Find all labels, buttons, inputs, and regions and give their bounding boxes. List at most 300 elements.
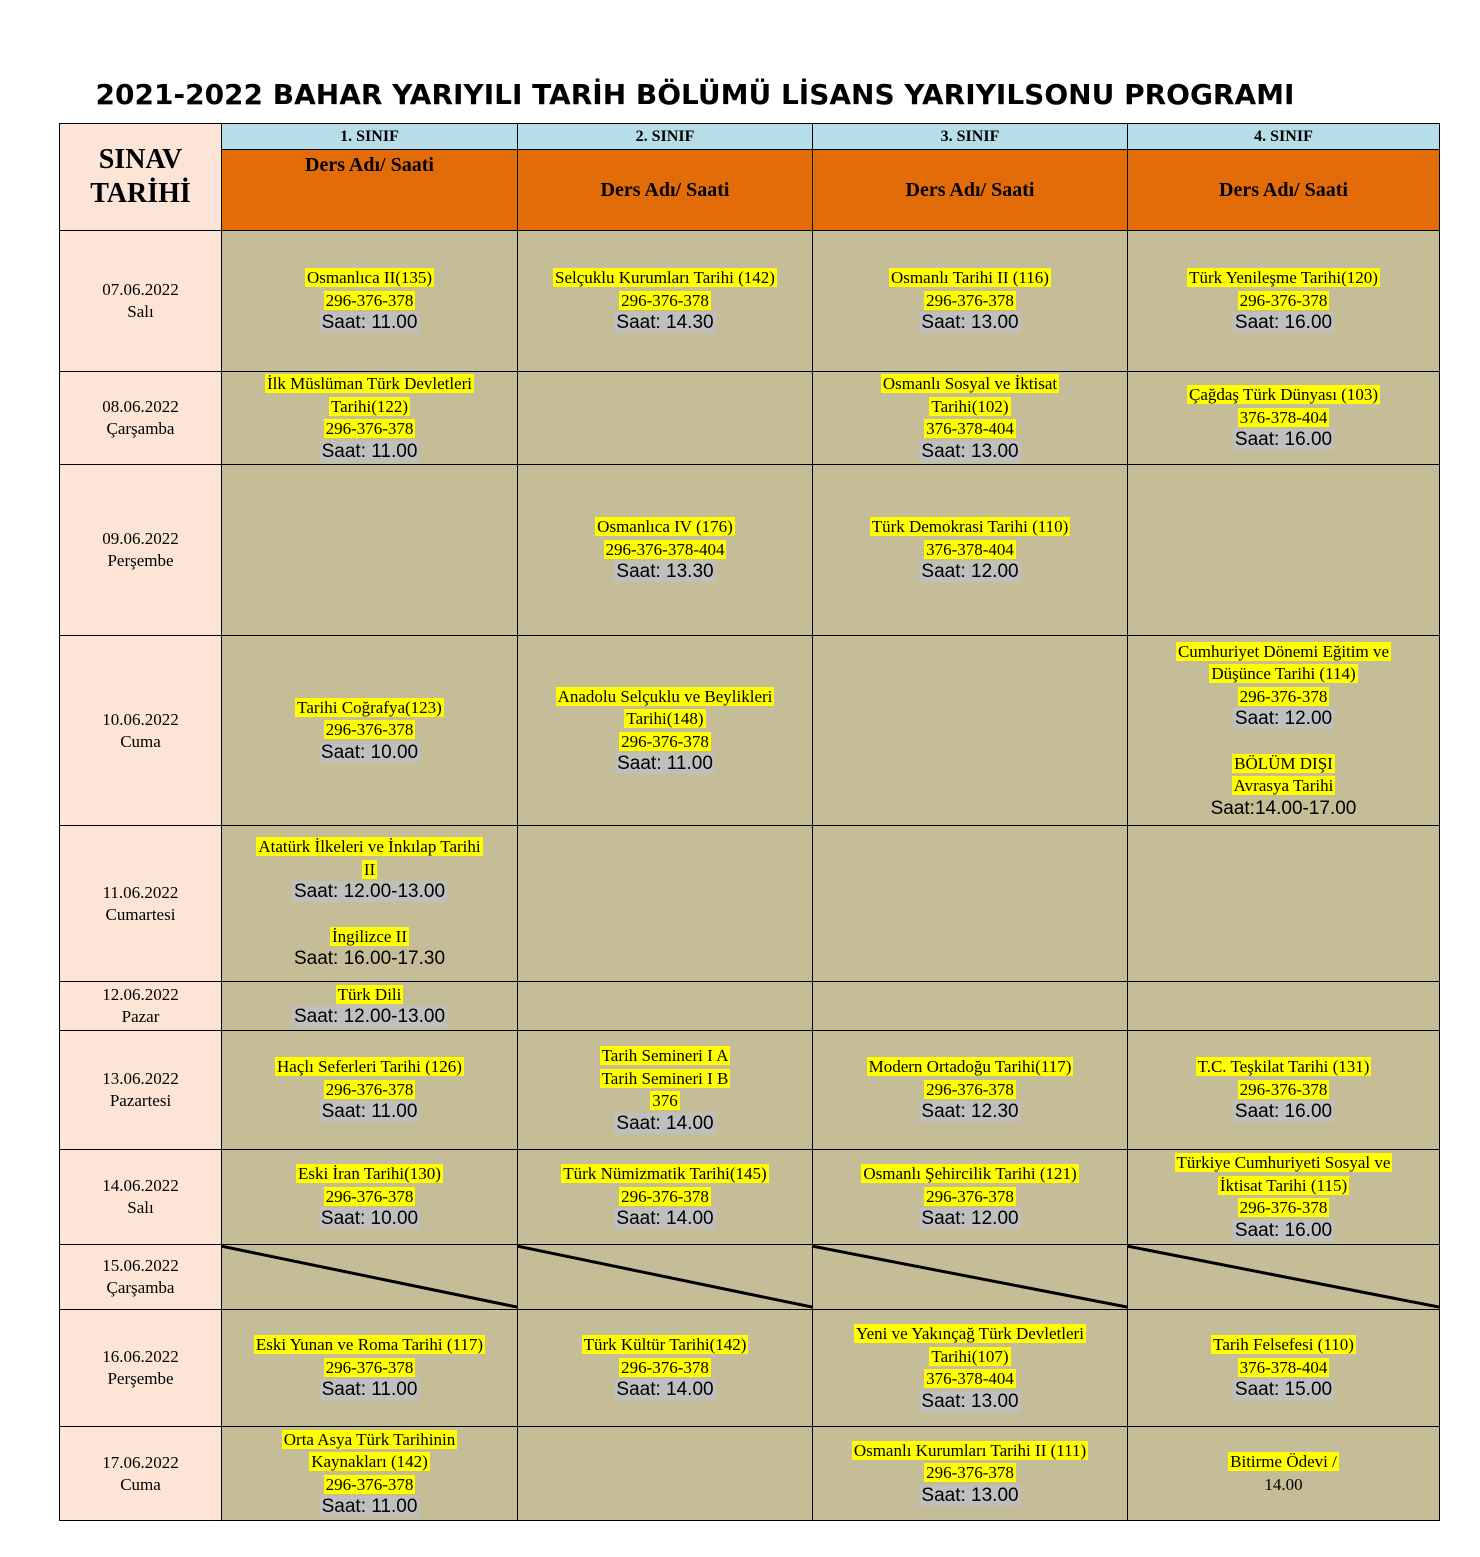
- exam-rooms: 296-376-378: [621, 1186, 709, 1206]
- strike-line-icon: [1128, 1245, 1439, 1309]
- exam-date: 07.06.2022: [102, 280, 179, 299]
- course-name: Osmanlı Şehircilik Tarihi (121): [863, 1164, 1077, 1184]
- exam-rooms-line: [813, 1186, 1127, 1209]
- course-name-cont-line: [1128, 1175, 1439, 1198]
- course-name-cont-line: [813, 1346, 1127, 1369]
- course-name: Selçuklu Kurumları Tarihi (142): [555, 268, 775, 288]
- exam-rooms: 296-376-378: [325, 1357, 414, 1377]
- exam-time-line: [1128, 1101, 1439, 1124]
- no-exam-cell: [518, 1245, 813, 1310]
- exam-rooms: 296-376-378: [926, 1079, 1014, 1099]
- course-name-line: [518, 1045, 812, 1068]
- course-name-cont-line: [222, 396, 517, 419]
- exam-rooms: 376: [652, 1091, 678, 1110]
- exam-rooms-line: [518, 731, 812, 754]
- exam-date: 12.06.2022: [102, 985, 179, 1004]
- course-cell: [222, 231, 518, 372]
- exam-rooms-line: [518, 539, 812, 562]
- course-cell: [518, 826, 813, 982]
- course-cell: [222, 982, 518, 1031]
- course-name: Osmanlı Sosyal ve İktisat: [882, 374, 1058, 393]
- course-name-line: [1128, 1334, 1439, 1357]
- extra-course-name: İngilizce II: [331, 926, 408, 946]
- exam-date: 15.06.2022: [102, 1256, 179, 1275]
- course-cell: [518, 1031, 813, 1150]
- course-name: Türkiye Cumhuriyeti Sosyal ve: [1176, 1153, 1391, 1172]
- exam-rooms-line: [813, 418, 1127, 441]
- exam-time-line: [518, 1113, 812, 1136]
- grade-header-1: 1. SINIF: [222, 124, 518, 150]
- course-name-line: [222, 984, 517, 1007]
- exam-rooms-line: [813, 1079, 1127, 1102]
- course-name: İlk Müslüman Türk Devletleri: [266, 374, 473, 393]
- course-name: Eski İran Tarihi(130): [298, 1164, 441, 1184]
- course-name-line: [222, 267, 517, 290]
- course-name-line: [1128, 384, 1439, 407]
- course-cell: [813, 231, 1128, 372]
- exam-rooms-line: [222, 418, 517, 441]
- exam-day: Cuma: [120, 731, 161, 751]
- exam-time-line: [518, 561, 812, 584]
- course-name: Orta Asya Türk Tarihinin: [283, 1429, 456, 1449]
- table-row: [60, 1150, 1440, 1245]
- table-row: [60, 465, 1440, 636]
- extra-exam-time: Saat: 16.00-17.30: [293, 948, 446, 970]
- course-cell: [518, 1150, 813, 1245]
- date-cell: [60, 636, 222, 826]
- exam-time: Saat: 13.00: [921, 1390, 1019, 1412]
- grade-header-3: 3. SINIF: [813, 124, 1128, 150]
- exam-rooms: 296-376-378: [621, 290, 709, 310]
- date-column-label: SINAV TARİHİ: [90, 144, 191, 209]
- exam-time: 14.00: [1264, 1474, 1303, 1494]
- course-name-line: [1128, 1152, 1439, 1175]
- course-name-cont: İktisat Tarihi (115): [1219, 1175, 1348, 1195]
- course-name: Atatürk İlkeleri ve İnkılap Tarihi: [258, 837, 481, 857]
- page-title: 2021-2022 BAHAR YARIYILI TARİH BÖLÜMÜ LİSANS YARIYILSONU PROGRAMI: [95, 78, 1295, 111]
- course-name-line: [813, 373, 1127, 396]
- table-row: [60, 1031, 1440, 1150]
- exam-rooms-line: [222, 1474, 517, 1497]
- course-cell: [813, 1310, 1128, 1427]
- course-cell: [222, 1310, 518, 1427]
- course-cell: [813, 636, 1128, 826]
- exam-date: 14.06.2022: [102, 1176, 179, 1195]
- course-name-cont-line: [518, 1068, 812, 1091]
- exam-rooms: 296-376-378: [926, 1186, 1014, 1206]
- exam-day: Cumartesi: [105, 904, 176, 924]
- course-cell: [222, 1427, 518, 1521]
- exam-day: Salı: [127, 1198, 154, 1217]
- exam-rooms: 296-376-378: [325, 1079, 414, 1099]
- exam-time: Saat: 13.00: [921, 312, 1019, 334]
- exam-rooms: 376-378-404: [926, 539, 1014, 559]
- date-cell: [60, 1031, 222, 1150]
- exam-day: Çarşamba: [106, 1278, 175, 1297]
- course-name: Tarih Felsefesi (110): [1213, 1335, 1354, 1355]
- exam-rooms: 296-376-378: [1239, 686, 1328, 706]
- exam-time-line: [813, 312, 1127, 335]
- course-name-line: [222, 1056, 517, 1079]
- grade-header-2: 2. SINIF: [518, 124, 813, 150]
- course-name-cont-line: [1128, 663, 1439, 686]
- course-cell: [1128, 1150, 1440, 1245]
- exam-time: Saat: 14.00: [616, 1379, 714, 1401]
- exam-time-line: [222, 742, 517, 765]
- course-cell: [813, 1427, 1128, 1521]
- course-cell: [222, 1150, 518, 1245]
- course-cell: [518, 1310, 813, 1427]
- course-name: T.C. Teşkilat Tarihi (131): [1197, 1057, 1370, 1077]
- course-cell: [222, 372, 518, 465]
- course-cell: [222, 1031, 518, 1150]
- exam-time-line: [222, 312, 517, 335]
- sub-header-3: Ders Adı/ Saati: [813, 150, 1128, 231]
- exam-time-line: [222, 1379, 517, 1402]
- course-cell: [1128, 636, 1440, 826]
- exam-time: Saat: 10.00: [320, 741, 419, 763]
- exam-time-line: [813, 561, 1127, 584]
- extra-exam-time: Saat:14.00-17.00: [1210, 797, 1357, 819]
- course-cell: [1128, 826, 1440, 982]
- table-row: [60, 372, 1440, 465]
- exam-rooms: 376-378-404: [926, 419, 1014, 438]
- course-name-line: [813, 1056, 1127, 1079]
- exam-time-line: [222, 441, 517, 464]
- course-name-line: [518, 1334, 812, 1357]
- extra-course-name-cont-line: [1128, 775, 1439, 798]
- exam-day: Pazar: [121, 1007, 160, 1026]
- course-name: Osmanlıca II(135): [306, 268, 433, 288]
- course-name: Bitirme Ödevi /: [1230, 1452, 1337, 1471]
- course-name-line: [222, 1334, 517, 1357]
- exam-rooms: 376-378-404: [1239, 1357, 1328, 1377]
- date-cell: [60, 1150, 222, 1245]
- exam-day: Pazartesi: [109, 1091, 172, 1110]
- date-cell: [60, 982, 222, 1031]
- exam-time-line: [813, 1208, 1127, 1231]
- exam-time-line: [1128, 429, 1439, 452]
- spacer: [1128, 731, 1439, 753]
- exam-time-line: [813, 1391, 1127, 1414]
- exam-date: 17.06.2022: [102, 1452, 179, 1472]
- exam-time-line: [1128, 1220, 1439, 1243]
- date-cell: [60, 372, 222, 465]
- exam-time: Saat: 12.00: [921, 1208, 1019, 1230]
- exam-day: Salı: [127, 302, 154, 321]
- exam-rooms-line: [1128, 1197, 1439, 1220]
- exam-time: Saat: 11.00: [617, 753, 713, 774]
- exam-time-line: [222, 1101, 517, 1124]
- course-name: Haçlı Seferleri Tarihi (126): [277, 1057, 462, 1077]
- exam-time: Saat: 13.00: [921, 1484, 1019, 1506]
- exam-time: Saat: 11.00: [321, 1496, 418, 1517]
- table-row: [60, 1245, 1440, 1310]
- exam-time: Saat: 11.00: [321, 1101, 418, 1123]
- exam-time: Saat: 16.00: [1234, 429, 1333, 451]
- grade-header-4: 4. SINIF: [1128, 124, 1440, 150]
- course-cell: [518, 372, 813, 465]
- exam-rooms: 296-376-378: [621, 731, 709, 751]
- course-name: Çağdaş Türk Dünyası (103): [1188, 385, 1379, 405]
- exam-rooms-line: [1128, 290, 1439, 313]
- exam-time: Saat: 14.00: [616, 1112, 714, 1134]
- exam-time: Saat: 12.30: [921, 1101, 1019, 1123]
- course-cell: [813, 826, 1128, 982]
- exam-rooms-line: [1128, 1357, 1439, 1380]
- no-exam-cell: [1128, 1245, 1440, 1310]
- course-name-line: [813, 1440, 1127, 1463]
- course-cell: [813, 1031, 1128, 1150]
- exam-rooms: 296-376-378: [621, 1357, 709, 1377]
- exam-rooms-line: [222, 1186, 517, 1209]
- table-row: [60, 1310, 1440, 1427]
- table-row: [60, 231, 1440, 372]
- course-name: Türk Kültür Tarihi(142): [583, 1335, 747, 1355]
- exam-date: 13.06.2022: [102, 1069, 179, 1088]
- course-name: Anadolu Selçuklu ve Beylikleri: [557, 686, 773, 706]
- exam-time: Saat: 15.00: [1234, 1379, 1333, 1401]
- exam-day: Çarşamba: [106, 419, 175, 438]
- date-cell: [60, 826, 222, 982]
- exam-rooms-line: [813, 539, 1127, 562]
- course-name: Türk Demokrasi Tarihi (110): [871, 517, 1069, 537]
- exam-rooms-line: [222, 719, 517, 742]
- exam-rooms: 296-376-378: [1239, 1079, 1328, 1099]
- extra-course-name-cont: Avrasya Tarihi: [1233, 776, 1334, 796]
- course-cell: [1128, 372, 1440, 465]
- course-name: Türk Yenileşme Tarihi(120): [1189, 268, 1378, 288]
- exam-rooms-line: [1128, 686, 1439, 709]
- exam-time-line: [1128, 1379, 1439, 1402]
- exam-day: Cuma: [120, 1474, 161, 1494]
- exam-rooms: 296-376-378: [1239, 290, 1328, 310]
- course-name-line: [813, 1163, 1127, 1186]
- course-name-line: [222, 697, 517, 720]
- course-name-cont-line: [518, 708, 812, 731]
- course-name-cont: Tarihi(107): [931, 1346, 1009, 1366]
- exam-rooms-line: [813, 1462, 1127, 1485]
- course-cell: [813, 372, 1128, 465]
- exam-rooms-line: [222, 1079, 517, 1102]
- sub-header-4: Ders Adı/ Saati: [1128, 150, 1440, 231]
- exam-time-line: [813, 1101, 1127, 1124]
- exam-rooms: 296-376-378: [325, 419, 414, 438]
- course-name: Türk Dili: [337, 984, 402, 1004]
- course-name: Yeni ve Yakınçağ Türk Devletleri: [856, 1324, 1084, 1343]
- course-name-cont: II: [363, 859, 376, 879]
- course-cell: [1128, 1310, 1440, 1427]
- date-cell: [60, 231, 222, 372]
- exam-time-line: [518, 312, 812, 335]
- exam-rooms: 296-376-378: [325, 290, 414, 310]
- exam-rooms-line: [518, 1186, 812, 1209]
- exam-time-line: [813, 441, 1127, 464]
- course-name: Modern Ortadoğu Tarihi(117): [868, 1057, 1072, 1077]
- exam-date: 16.06.2022: [102, 1347, 179, 1366]
- course-cell: [518, 982, 813, 1031]
- exam-date: 10.06.2022: [102, 709, 179, 729]
- exam-time-line: [222, 1496, 517, 1519]
- exam-rooms: 296-376-378-404: [605, 539, 725, 559]
- strike-line-icon: [222, 1245, 517, 1309]
- course-name-cont: Tarihi(148): [626, 709, 704, 728]
- exam-time: Saat: 14.00: [616, 1208, 714, 1230]
- course-cell: [222, 826, 518, 982]
- exam-rooms: 296-376-378: [325, 1186, 414, 1206]
- course-name: Osmanlıca IV (176): [597, 517, 733, 537]
- course-cell: [1128, 1427, 1440, 1521]
- table-row: [60, 826, 1440, 982]
- course-name-line: [1128, 641, 1439, 664]
- strike-line-icon: [813, 1245, 1127, 1309]
- course-name-line: [813, 1323, 1127, 1346]
- date-column-header: [60, 124, 222, 231]
- course-cell: [1128, 231, 1440, 372]
- exam-rooms-line: [813, 290, 1127, 313]
- course-cell: [222, 636, 518, 826]
- exam-time: Saat: 11.00: [321, 1379, 418, 1401]
- exam-rooms-line: [1128, 407, 1439, 430]
- exam-rooms-line: [518, 1357, 812, 1380]
- exam-time: Saat: 16.00: [1234, 312, 1333, 334]
- exam-rooms: 296-376-378: [1239, 1198, 1328, 1217]
- exam-schedule-table: [59, 123, 1440, 1521]
- no-exam-cell: [222, 1245, 518, 1310]
- course-name-line: [518, 686, 812, 709]
- strike-line-icon: [518, 1245, 812, 1309]
- date-cell: [60, 1245, 222, 1310]
- course-cell: [222, 465, 518, 636]
- table-row: [60, 982, 1440, 1031]
- exam-time-line: [518, 1379, 812, 1402]
- course-name-line: [222, 1163, 517, 1186]
- exam-rooms-line: [222, 1357, 517, 1380]
- exam-rooms: 296-376-378: [325, 1474, 414, 1494]
- course-name-line: [518, 516, 812, 539]
- no-exam-cell: [813, 1245, 1128, 1310]
- course-name: Tarihi Coğrafya(123): [297, 697, 442, 717]
- exam-time-line: [1128, 312, 1439, 335]
- course-name-cont-line: [222, 1451, 517, 1474]
- exam-time: Saat: 12.00: [1234, 708, 1333, 730]
- exam-time: Saat: 13.30: [616, 561, 714, 583]
- exam-day: Perşembe: [107, 1369, 174, 1388]
- exam-rooms: 376-378-404: [926, 1369, 1014, 1388]
- exam-date: 09.06.2022: [102, 529, 179, 548]
- course-cell: [813, 465, 1128, 636]
- table-row: [60, 636, 1440, 826]
- exam-time: Saat: 12.00: [921, 561, 1019, 583]
- course-name-line: [813, 516, 1127, 539]
- exam-time: Saat: 12.00-13.00: [293, 881, 446, 903]
- exam-time: Saat: 11.00: [321, 312, 418, 334]
- date-cell: [60, 1427, 222, 1521]
- exam-rooms: 296-376-378: [926, 290, 1014, 310]
- exam-time-line: [1128, 1474, 1439, 1497]
- extra-course-name-line: [222, 926, 517, 949]
- exam-time: Saat: 14.30: [616, 312, 714, 334]
- exam-time-line: [813, 1485, 1127, 1508]
- exam-date: 11.06.2022: [102, 882, 179, 902]
- extra-exam-time-line: [1128, 798, 1439, 821]
- course-name-line: [1128, 1451, 1439, 1474]
- exam-time: Saat: 13.00: [921, 440, 1019, 462]
- exam-time-line: [518, 1208, 812, 1231]
- date-cell: [60, 465, 222, 636]
- course-name-cont: Tarihi(122): [330, 396, 409, 416]
- exam-time-line: [222, 1208, 517, 1231]
- exam-rooms: 376-378-404: [1239, 407, 1328, 427]
- schedule-body: [60, 231, 1440, 1521]
- course-cell: [518, 465, 813, 636]
- course-name-line: [222, 373, 517, 396]
- exam-time-line: [222, 881, 517, 904]
- date-cell: [60, 1310, 222, 1427]
- course-name: Eski Yunan ve Roma Tarihi (117): [255, 1335, 484, 1355]
- course-name-cont-line: [222, 859, 517, 882]
- sub-header-1: Ders Adı/ Saati: [222, 150, 518, 231]
- course-name-line: [518, 1163, 812, 1186]
- course-name: Osmanlı Tarihi II (116): [891, 268, 1049, 288]
- extra-exam-time-line: [222, 948, 517, 971]
- exam-date: 08.06.2022: [102, 397, 179, 416]
- course-name-cont: Tarih Semineri I B: [601, 1068, 729, 1088]
- course-cell: [1128, 1031, 1440, 1150]
- exam-day: Perşembe: [107, 551, 174, 570]
- course-cell: [813, 982, 1128, 1031]
- exam-rooms-line: [222, 290, 517, 313]
- course-name-cont: Düşünce Tarihi (114): [1211, 664, 1356, 684]
- course-name-line: [518, 267, 812, 290]
- exam-rooms-line: [518, 290, 812, 313]
- exam-time: Saat: 16.00: [1234, 1219, 1333, 1241]
- exam-time-line: [518, 753, 812, 776]
- course-name-line: [222, 1429, 517, 1452]
- spacer: [222, 904, 517, 926]
- table-row: [60, 1427, 1440, 1521]
- exam-time: Saat: 16.00: [1234, 1101, 1333, 1123]
- course-name-line: [1128, 1056, 1439, 1079]
- exam-rooms-line: [813, 1368, 1127, 1391]
- course-cell: [518, 636, 813, 826]
- course-name-cont: Kaynakları (142): [311, 1452, 428, 1471]
- exam-time: Saat: 11.00: [321, 440, 418, 462]
- course-name-cont: Tarihi(102): [931, 396, 1009, 416]
- course-name: Osmanlı Kurumları Tarihi II (111): [853, 1440, 1087, 1460]
- course-name: Tarih Semineri I A: [601, 1046, 729, 1065]
- course-cell: [1128, 982, 1440, 1031]
- course-name-line: [1128, 267, 1439, 290]
- sub-header-2: Ders Adı/ Saati: [518, 150, 813, 231]
- exam-time: Saat: 10.00: [320, 1208, 419, 1230]
- course-name-line: [813, 267, 1127, 290]
- course-name: Cumhuriyet Dönemi Eğitim ve: [1177, 641, 1390, 661]
- course-name: Türk Nümizmatik Tarihi(145): [563, 1164, 767, 1184]
- course-name-line: [222, 836, 517, 859]
- course-cell: [518, 231, 813, 372]
- exam-rooms-line: [518, 1090, 812, 1113]
- exam-time: Saat: 12.00-13.00: [293, 1006, 446, 1027]
- course-cell: [518, 1427, 813, 1521]
- exam-time-line: [222, 1006, 517, 1029]
- exam-rooms: 296-376-378: [926, 1463, 1014, 1483]
- extra-course-name-line: [1128, 753, 1439, 776]
- course-cell: [1128, 465, 1440, 636]
- course-cell: [813, 1150, 1128, 1245]
- extra-course-name: BÖLÜM DIŞI: [1234, 753, 1333, 773]
- exam-time-line: [1128, 708, 1439, 731]
